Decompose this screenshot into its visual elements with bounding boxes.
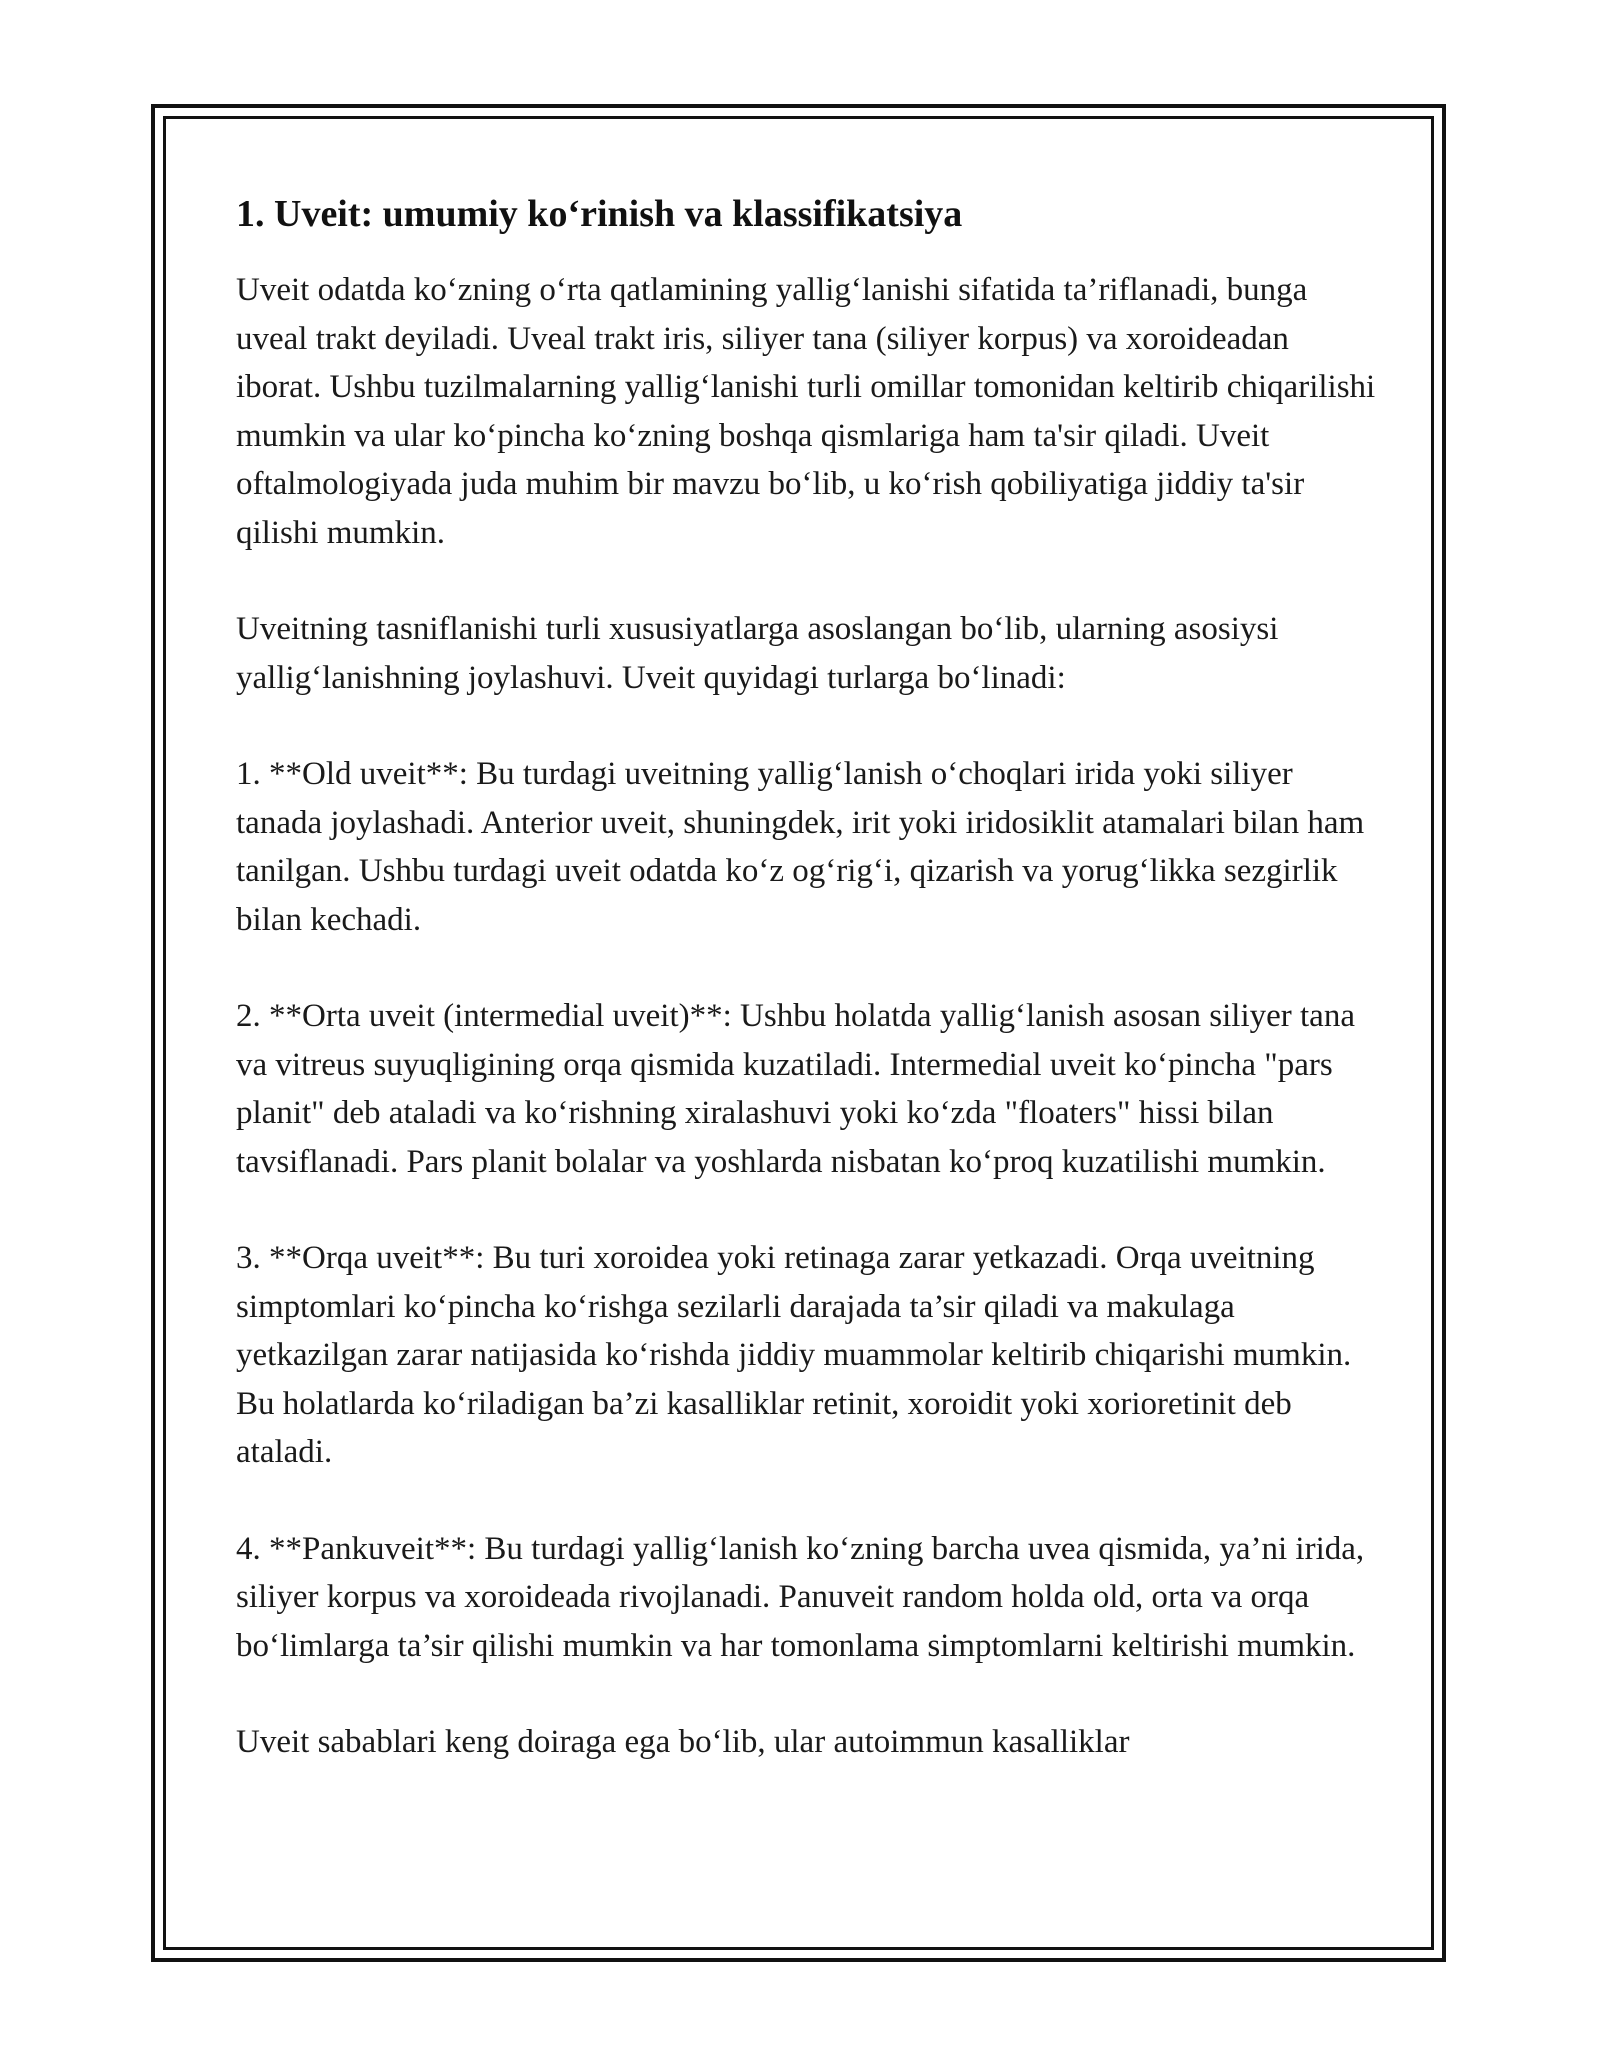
document-body [236,188,1376,1767]
paragraph-classification: Uveitning tasniflanishi turli xususiyatlarga asoslangan bo‘lib, ularning asosiysi yallig‘lanishning joylashuvi. Uveit quyidagi turlarga bo‘linadi: [236,611,1279,696]
paragraph-causes: Uveit sabablari keng doiraga ega bo‘lib, ular autoimmun kasalliklar [236,1724,1130,1760]
paragraph-intro: Uveit odatda ko‘zning o‘rta qatlamining yallig‘lanishi sifatida ta’riflanadi, bunga uveal trakt deyiladi. Uveal trakt iris, siliyer tana (siliyer korpus) va xoroideadan iborat. Ushbu tuzilmalarning yallig‘lanishi turli omillar tomonidan keltirib chiqarilishi mumkin va ular ko‘pincha ko‘zning boshqa qismlariga ham ta'sir qiladi. Uveit oftalmologiyada juda muhim bir mavzu bo‘lib, u ko‘rish qobiliyatiga jiddiy ta'sir qilishi mumkin. [236,272,1376,551]
list-item-intermediate-uveitis: 2. **Orta uveit (intermedial uveit)**: Ushbu holatda yallig‘lanish asosan siliyer tana va vitreus suyuqligining orqa qismida kuzatiladi. Intermedial uveit ko‘pincha "pars planit" deb ataladi va ko‘rishning xiralashuvi yoki ko‘zda "floaters" hissi bilan tavsiflanadi. Pars planit bolalar va yoshlarda nisbatan ko‘proq kuzatilishi mumkin. [236,998,1355,1180]
list-item-panuveitis: 4. **Pankuveit**: Bu turdagi yallig‘lanish ko‘zning barcha uvea qismida, ya’ni irida, siliyer korpus va xoroideada rivojlanadi. Panuveit random holda old, orta va orqa bo‘limlarga ta’sir qilishi mumkin va har tomonlama simptomlarni keltirishi mumkin. [236,1530,1365,1664]
section-heading: 1. Uveit: umumiy ko‘rinish va klassifikatsiya [236,193,963,235]
list-item-anterior-uveitis: 1. **Old uveit**: Bu turdagi uveitning yallig‘lanish o‘choqlari irida yoki siliyer tanada joylashadi. Anterior uveit, shuningdek, irit yoki iridosiklit atamalari bilan ham tanilgan. Ushbu turdagi uveit odatda ko‘z og‘rig‘i, qizarish va yorug‘likka sezgirlik bilan kechadi. [236,756,1365,938]
list-item-posterior-uveitis: 3. **Orqa uveit**: Bu turi xoroidea yoki retinaga zarar yetkazadi. Orqa uveitning simptomlari ko‘pincha ko‘rishga sezilarli darajada ta’sir qiladi va makulaga yetkazilgan zarar natijasida ko‘rishda jiddiy muammolar keltirib chiqarishi mumkin. Bu holatlarda ko‘riladigan ba’zi kasalliklar retinit, xoroidit yoki xorioretinit deb ataladi. [236,1240,1352,1470]
